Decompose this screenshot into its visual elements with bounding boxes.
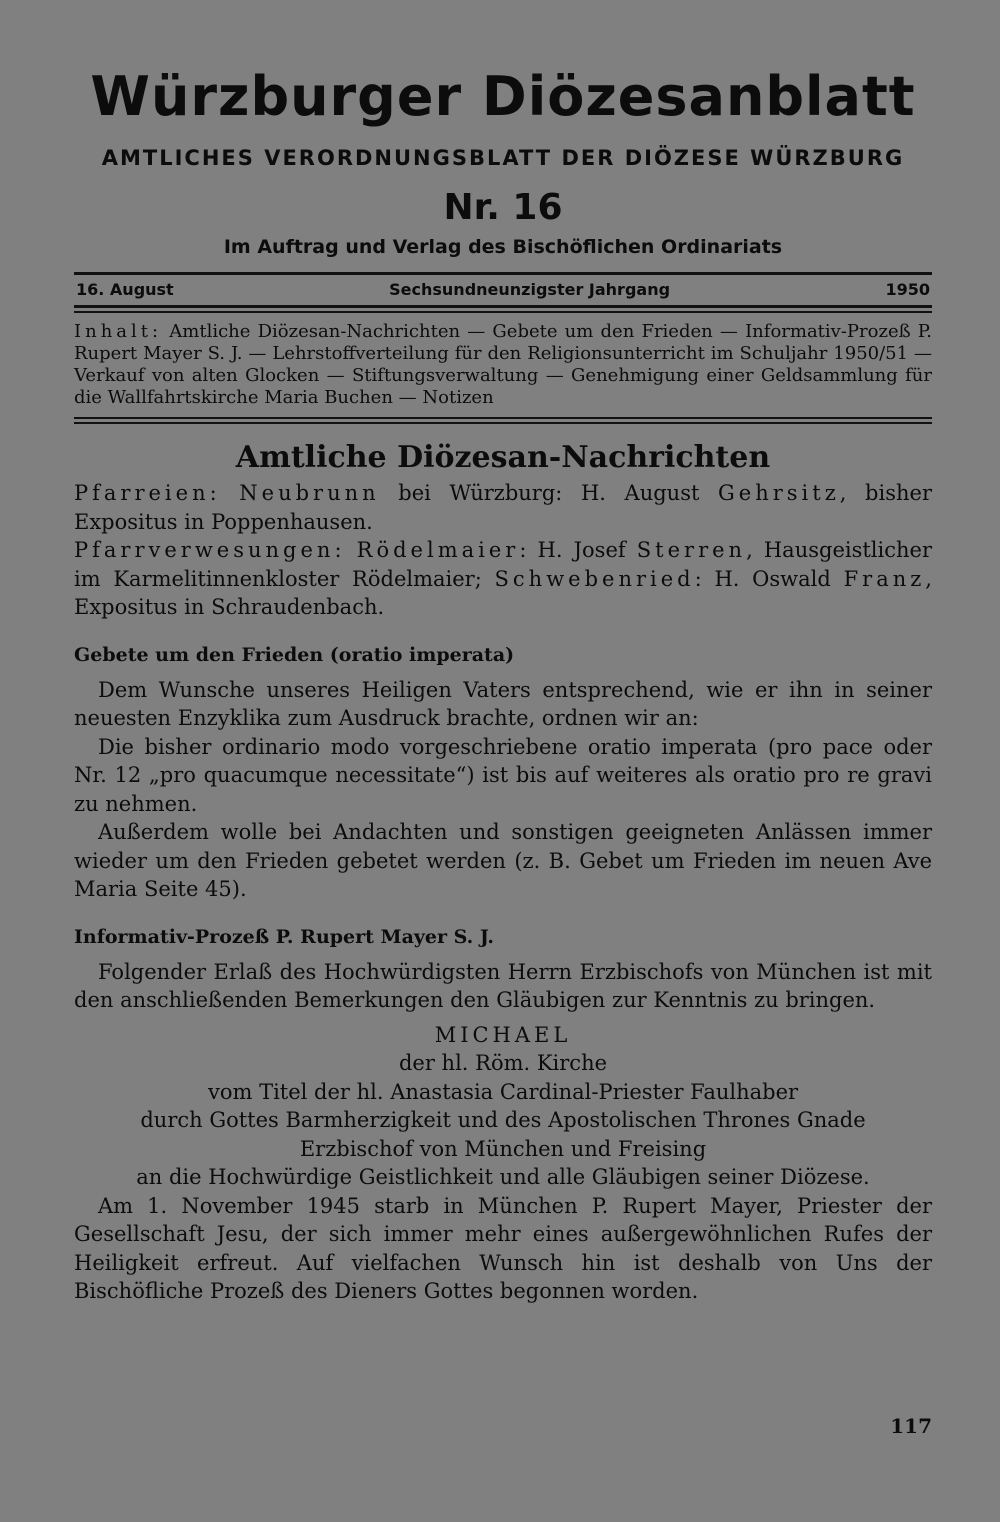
paragraph: Folgender Erlaß des Hochwürdigsten Herrn Erzbischofs von München ist mit den anschließenden Bemerkungen den Gläubigen zur Kenntnis zu bringen.: [74, 959, 932, 1012]
parishes-label: Pfarreien:: [74, 481, 221, 505]
parish-place: Neubrunn: [239, 481, 380, 505]
section-heading-informative-process: Informativ-Prozeß P. Rupert Mayer S. J.: [74, 925, 495, 948]
paragraph: Außerdem wolle bei Andachten und sonstigen geeigneten Anlässen immer wieder um den Frieden gebetet werden (z. B. Gebet um Frieden im neuen Ave Maria Seite 45).: [74, 820, 932, 901]
decree-line: vom Titel der hl. Anastasia Cardinal-Priester Faulhaber: [207, 1079, 799, 1104]
parish-text: , Expositus in Schraudenbach.: [74, 566, 932, 619]
volume: Sechsundneunzigster Jahrgang: [389, 280, 671, 299]
page-number: 117: [890, 1414, 932, 1438]
masthead: [74, 66, 932, 258]
decree-line: durch Gottes Barmherzigkeit und des Apostolischen Thrones Gnade: [140, 1108, 866, 1132]
parishes-paragraph: [74, 479, 932, 536]
decree-line: Erzbischof von München und Freising: [299, 1136, 707, 1161]
contents-text: Amtliche Diözesan-Nachrichten — Gebete um den Frieden — Informativ-Prozeß P. Rupert Mayer S. J. — Lehrstoffverteilung für den Religionsunterricht im Schuljahr 1950/51 — Verkauf von alten Glocken — Stiftungsverwaltung — Genehmigung einer Geldsammlung für die Wallfahrtskirche Maria Buchen — Notizen: [74, 321, 932, 408]
masthead-subtitle: AMTLICHES VERORDNUNGSBLATT DER DIÖZESE WÜRZBURG: [101, 146, 905, 170]
paragraph: Am 1. November 1945 starb in München P. Rupert Mayer, Priester der Gesellschaft Jesu, der sich immer mehr eines außergewöhnlichen Rufes der Heiligkeit erfreut. Auf vielfachen Wunsch hin ist deshalb von Uns der Bischöfliche Prozeß des Dieners Gottes begonnen worden.: [74, 1193, 932, 1303]
parish-text: , Hausgeistlicher im Karmelitinnenkloster Rödelmaier;: [74, 538, 932, 591]
contents-label: Inhalt:: [74, 321, 163, 342]
parish-text: bei Würzburg: H. August: [379, 481, 719, 505]
dateline: [74, 275, 932, 305]
newspaper-title: Würzburger Diözesanblatt: [90, 65, 916, 128]
administrations-label: Pfarrverwesungen:: [74, 538, 346, 562]
parish-place: Rödelmaier: [356, 538, 520, 562]
decree-line: an die Hochwürdige Geistlichkeit und alle Gläubigen seiner Diözese.: [136, 1165, 870, 1189]
parish-text: : H. Josef: [519, 538, 637, 562]
divider: [74, 417, 932, 419]
parish-place: Schwebenried: [494, 566, 695, 591]
paragraph: Die bisher ordinario modo vorgeschriebene oratio imperata (pro pace oder Nr. 12 „pro quacumque necessitate“) ist bis auf weiteres als oratio pro re gravi zu nehmen.: [74, 734, 932, 816]
issue-number: Nr. 16: [443, 187, 563, 228]
priest-name: Sterren: [636, 538, 747, 562]
section-heading-peace-prayers: Gebete um den Frieden (oratio imperata): [74, 643, 515, 666]
paragraph: Dem Wunsche unseres Heiligen Vaters entsprechend, wie er ihn in seiner neuesten Enzyklika zum Ausdruck brachte, ordnen wir an:: [74, 677, 932, 730]
issue-date: 16. August: [76, 280, 174, 299]
divider: [74, 422, 932, 424]
priest-name: Gehrsitz: [718, 481, 840, 505]
decree-line: der hl. Röm. Kirche: [398, 1051, 608, 1075]
section-heading-diocesan-news: Amtliche Diözesan-Nachrichten: [235, 440, 771, 475]
parish-text: , bisher Expositus in Poppenhausen.: [74, 481, 932, 534]
page: [74, 0, 932, 1306]
divider: [74, 305, 932, 308]
issue-year: 1950: [885, 280, 930, 299]
decree-name: MICHAEL: [434, 1022, 572, 1047]
administrations-paragraph: [74, 536, 932, 622]
parish-text: : H. Oswald: [694, 566, 844, 591]
publisher-line: Im Auftrag und Verlag des Bischöflichen Ordinariats: [223, 236, 783, 258]
divider: [74, 311, 932, 313]
decree-header: [74, 1021, 932, 1192]
table-of-contents: [74, 321, 932, 409]
priest-name: Franz: [843, 566, 926, 591]
